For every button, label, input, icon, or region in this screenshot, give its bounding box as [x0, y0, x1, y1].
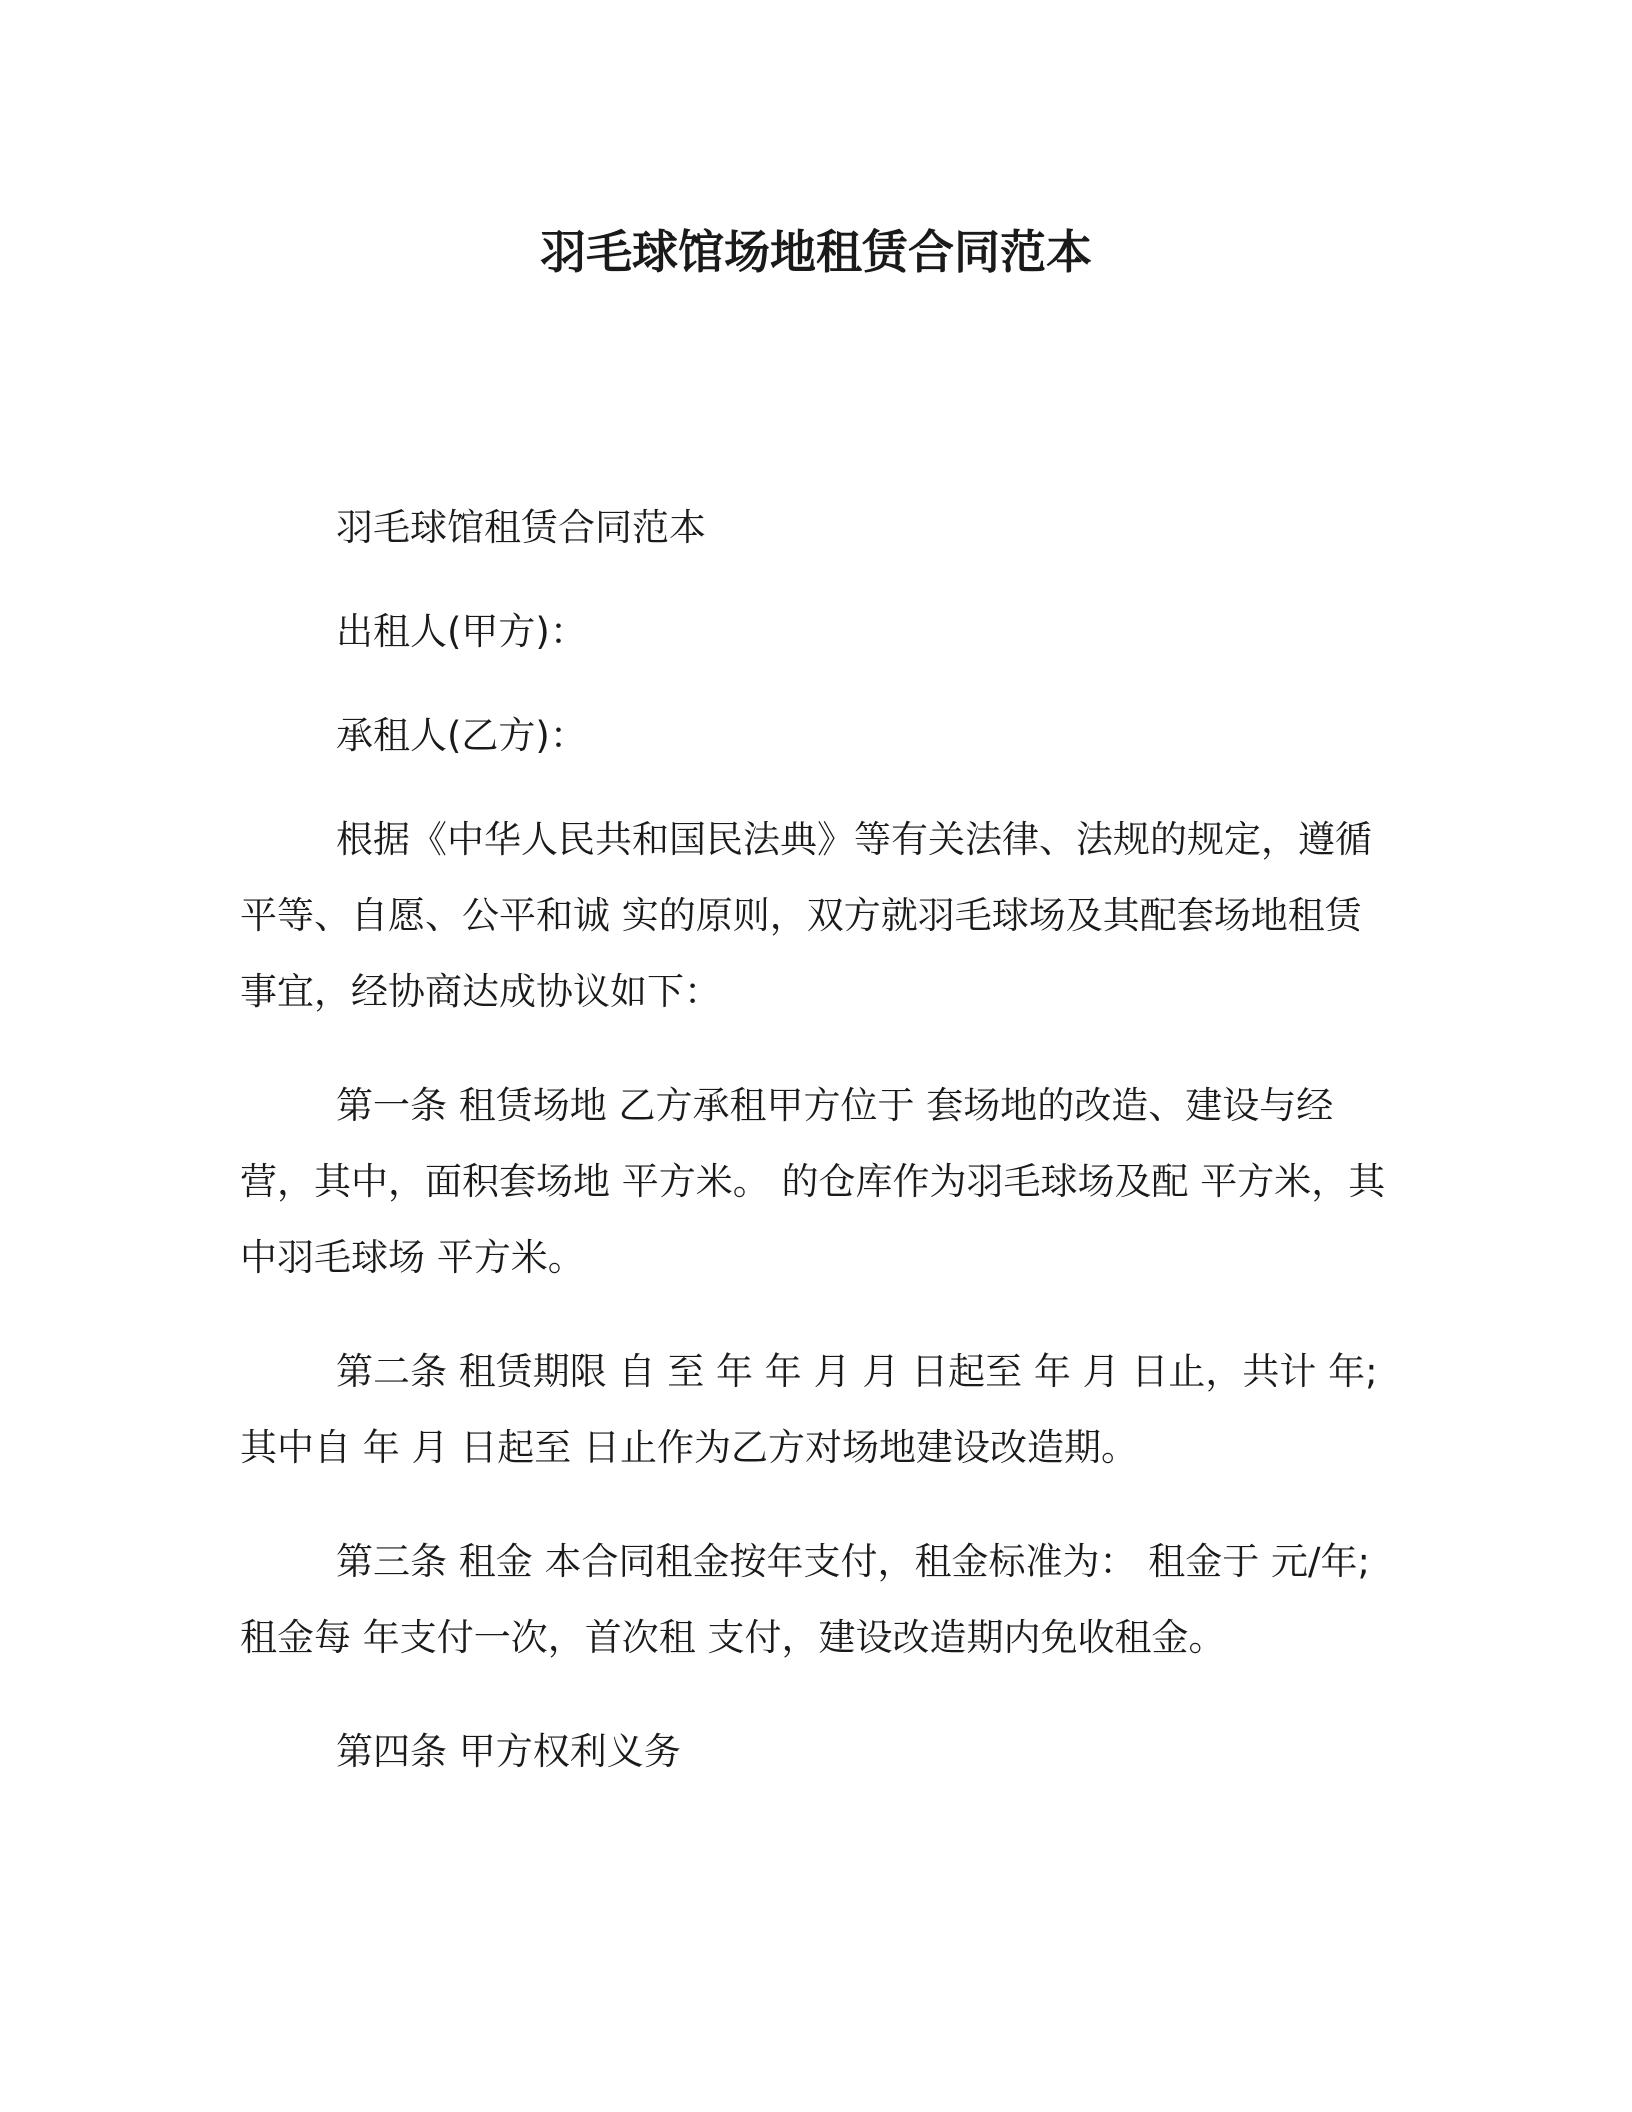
document-title: 羽毛球馆场地租赁合同范本: [540, 225, 1092, 279]
article-4-heading: 第四条 甲方权利义务: [336, 1730, 681, 1773]
article-2-paragraph: 第二条 租赁期限 自 至 年 年 月 月 日起至 年 月 日止，共计 年;其中自 年 月 日起至 日止作为乙方对场地建设改造期。: [240, 1350, 1378, 1469]
lessor-line: 出租人(甲方)：: [336, 610, 587, 653]
lessee-line: 承租人(乙方)：: [336, 714, 587, 757]
contract-subtitle: 羽毛球馆租赁合同范本: [336, 506, 706, 549]
preamble-paragraph: 根据《中华人民共和国民法典》等有关法律、法规的规定，遵循平等、自愿、公平和诚 实的原则，双方就羽毛球场及其配套场地租赁事宜，经协商达成协议如下：: [240, 818, 1372, 1013]
document-body: [240, 490, 1392, 1790]
article-3-paragraph: 第三条 租金 本合同租金按年支付，租金标准为： 租金于 元/年;租金每 年支付一次，首次租 支付，建设改造期内免收租金。: [240, 1540, 1370, 1659]
article-1-paragraph: 第一条 租赁场地 乙方承租甲方位于 套场地的改造、建设与经营，其中，面积套场地 平方米。 的仓库作为羽毛球场及配 平方米，其中羽毛球场 平方米。: [240, 1084, 1386, 1279]
